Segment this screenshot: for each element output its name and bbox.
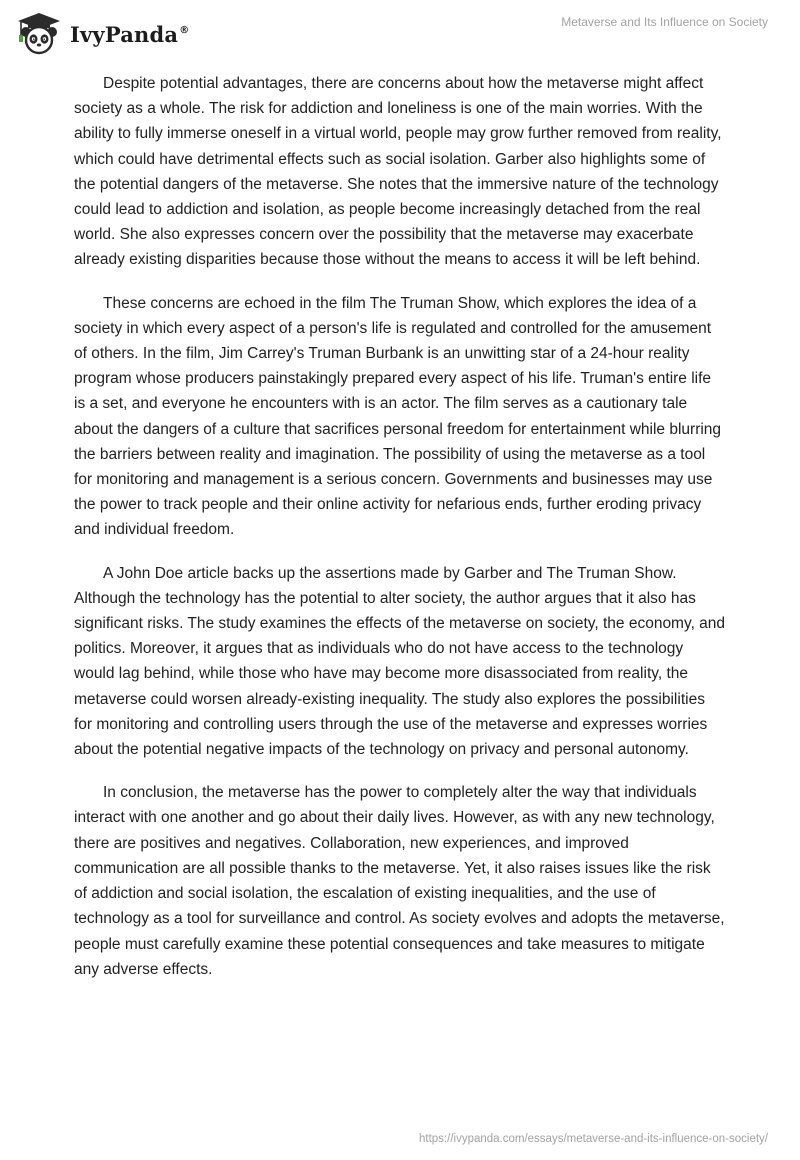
page-header [0,0,800,60]
registered-mark: ® [179,24,190,36]
brand-name: IvyPanda® [70,21,190,47]
paragraph: A John Doe article backs up the assertions made by Garber and The Truman Show. Although the technology has the potential to alter society, the author argues that it also has significant risks. The study examines the effects of the metaverse on society, the economy, and politics. Moreover, it argues that as individuals who do not have access to the technology would lag behind, while those who have may become more disassociated from reality, the metaverse could worsen already-existing inequality. The study also explores the possibilities for monitoring and controlling users through the use of the metaverse and expresses worries about the potential negative impacts of the technology on privacy and personal autonomy. [74,564,726,759]
paragraph: In conclusion, the metaverse has the power to completely alter the way that individuals interact with one another and go about their daily lives. However, as with any new technology, there are positives and negatives. Collaboration, new experiences, and improved communication are all possible thanks to the metaverse. Yet, it also raises issues like the risk of addiction and social isolation, the escalation of existing inequalities, and the use of technology as a tool for surveillance and control. As society evolves and adopts the metaverse, people must carefully examine these potential consequences and take measures to mitigate any adverse effects. [74,784,725,978]
document-title: Metaverse and Its Influence on Society [561,15,768,29]
panda-graduation-cap-icon [14,10,62,56]
essay-body [74,71,726,1000]
source-url[interactable]: https://ivypanda.com/essays/metaverse-and-its-influence-on-society/ [419,1133,768,1145]
paragraph: Despite potential advantages, there are concerns about how the metaverse might affect society as a whole. The risk for addiction and loneliness is one of the main worries. With the ability to fully immerse oneself in a virtual world, people may grow further removed from reality, which could have detrimental effects such as social isolation. Garber also highlights some of the potential dangers of the metaverse. She notes that the immersive nature of the technology could lead to addiction and isolation, as people become increasingly detached from the real world. She also expresses concern over the possibility that the metaverse may exacerbate already existing disparities because those without the means to access it will be left behind. [74,75,722,269]
brand-logo[interactable] [14,10,189,56]
paragraph: These concerns are echoed in the film The Truman Show, which explores the idea of a society in which every aspect of a person's life is regulated and controlled for the amusement of others. In the film, Jim Carrey's Truman Burbank is an unwitting star of a 24-hour reality program whose producers painstakingly prepared every aspect of his life. Truman's entire life is a set, and everyone he encounters with is an actor. The film serves as a cautionary tale about the dangers of a culture that sacrifices personal freedom for entertainment while blurring the barriers between reality and imagination. The possibility of using the metaverse as a tool for monitoring and management is a serious concern. Governments and businesses may use the power to track people and their online activity for nefarious ends, further eroding privacy and individual freedom. [74,294,722,539]
